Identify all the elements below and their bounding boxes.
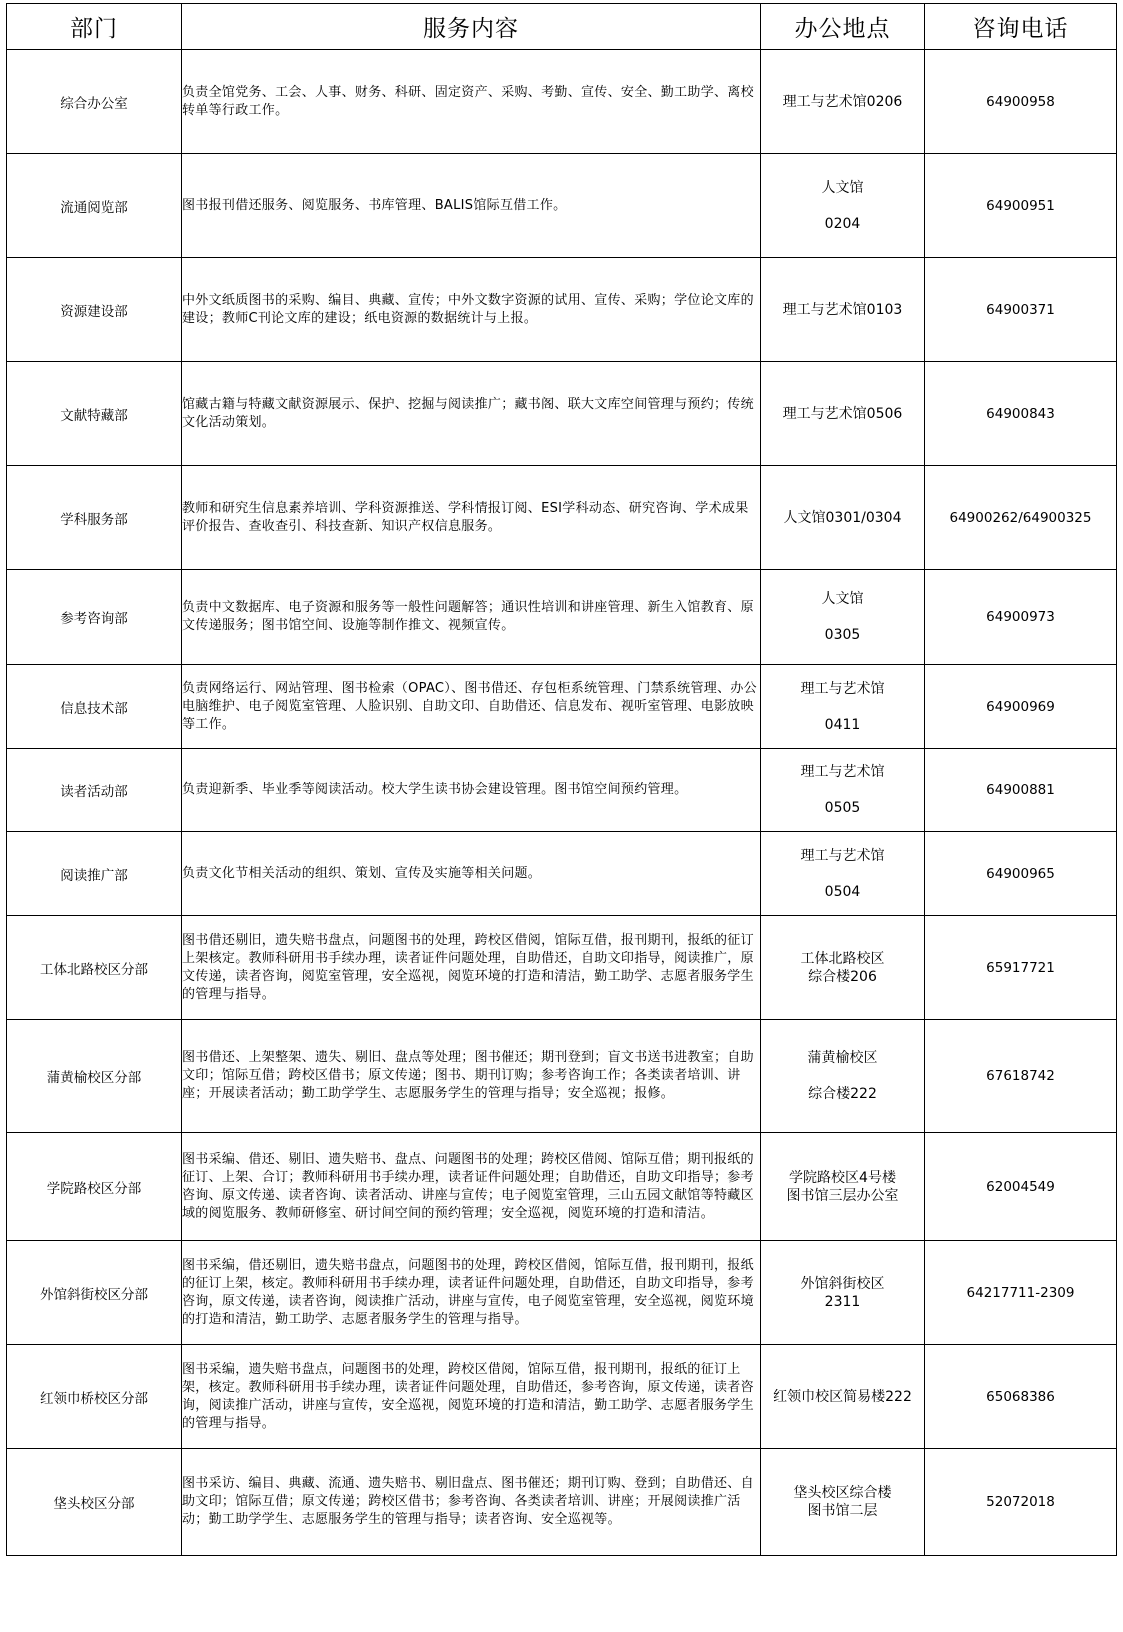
phone-number: 52072018 [925,1449,1117,1556]
service-content: 负责迎新季、毕业季等阅读活动。校大学生读书协会建设管理。图书馆空间预约管理。 [182,749,761,832]
location-line: 人文馆 [821,179,864,196]
header-row [7,4,1117,50]
location-line: 理工与艺术馆 [800,680,885,697]
department-name: 资源建设部 [7,258,182,362]
phone-number: 67618742 [925,1020,1117,1133]
table-row [7,154,1117,258]
office-location [761,258,925,362]
location-line: 理工与艺术馆0506 [782,405,903,422]
phone-number: 64900843 [925,362,1117,466]
location-line: 红领巾校区简易楼222 [773,1388,912,1405]
department-name: 文献特藏部 [7,362,182,466]
table-row [7,1241,1117,1345]
location-line: 0504 [824,883,861,900]
table-row [7,258,1117,362]
phone-number: 64900973 [925,570,1117,665]
department-name: 信息技术部 [7,665,182,749]
phone-number: 64900371 [925,258,1117,362]
office-location [761,1449,925,1556]
location-spacer [761,865,924,883]
location-line: 理工与艺术馆 [800,847,885,864]
service-content: 图书采编，借还剔旧，遗失赔书盘点，问题图书的处理，跨校区借阅，馆际互借，报刊期刊，报纸的征订上架，核定。教师科研用书手续办理，读者证件问题处理，自助借还，自助文印指导，参考咨询，原文传递，读者咨询，阅读推广活动，讲座与宣传，电子阅览室管理，安全巡视，阅览环境的打造和清洁，勤工助学、志愿者服务学生的管理与指导。 [182,1241,761,1345]
department-name: 外馆斜街校区分部 [7,1241,182,1345]
table-row [7,916,1117,1020]
department-name: 流通阅览部 [7,154,182,258]
service-content: 图书报刊借还服务、阅览服务、书库管理、BALIS馆际互借工作。 [182,154,761,258]
location-line: 图书馆二层 [807,1503,878,1519]
office-location [761,154,925,258]
office-location [761,749,925,832]
department-directory-table [6,3,1117,1556]
office-location [761,916,925,1020]
office-location [761,832,925,916]
department-name: 红领巾桥校区分部 [7,1345,182,1449]
service-content: 负责全馆党务、工会、人事、财务、科研、固定资产、采购、考勤、宣传、安全、勤工助学、离校转单等行政工作。 [182,50,761,154]
location-line: 综合楼222 [808,1086,877,1102]
location-line: 蒲黄榆校区 [807,1050,878,1066]
location-line: 0204 [824,215,861,232]
department-name: 工体北路校区分部 [7,916,182,1020]
service-content: 图书采编，遗失赔书盘点，问题图书的处理，跨校区借阅，馆际互借，报刊期刊，报纸的征订上架，核定。教师科研用书手续办理，读者证件问题处理，自助借还，参考咨询，原文传递，读者咨询，阅读推广活动，讲座与宣传，安全巡视，阅览环境的打造和清洁，勤工助学、志愿者服务学生的管理与指导。 [182,1345,761,1449]
department-name: 读者活动部 [7,749,182,832]
department-name: 阅读推广部 [7,832,182,916]
service-content: 负责中文数据库、电子资源和服务等一般性问题解答；通识性培训和讲座管理、新生入馆教育、原文传递服务；图书馆空间、设施等制作推文、视频宣传。 [182,570,761,665]
service-content: 图书采编、借还、剔旧、遗失赔书、盘点、问题图书的处理；跨校区借阅、馆际互借；期刊报纸的征订、上架、合订；教师科研用书手续办理，读者证件问题处理；自助借还，自助文印指导；参考咨询、原文传递、读者咨询、读者活动、讲座与宣传；电子阅览室管理，三山五园文献馆等特藏区域的阅览服务、教师研修室、研讨间空间的预约管理；安全巡视，阅览环境的打造和清洁。 [182,1133,761,1241]
phone-number: 64900969 [925,665,1117,749]
header-dept: 部门 [7,4,182,50]
service-content: 图书借还剔旧，遗失赔书盘点，问题图书的处理，跨校区借阅，馆际互借，报刊期刊，报纸的征订上架核定。教师科研用书手续办理，读者证件问题处理，自助借还，自助文印指导，阅读推广，原文传递，读者咨询，阅览室管理，安全巡视，阅览环境的打造和清洁，勤工助学、志愿者服务学生的管理与指导。 [182,916,761,1020]
table-body [7,50,1117,1556]
location-line: 2311 [824,1293,861,1310]
office-location [761,50,925,154]
location-line: 图书馆三层办公室 [786,1187,899,1204]
table-row [7,1020,1117,1133]
location-line: 学院路校区4号楼 [789,1169,896,1186]
header-phone: 咨询电话 [925,4,1117,50]
phone-number: 64217711-2309 [925,1241,1117,1345]
location-line: 0305 [824,627,861,643]
phone-number: 64900958 [925,50,1117,154]
office-location [761,1020,925,1133]
department-name: 蒲黄榆校区分部 [7,1020,182,1133]
phone-number: 64900965 [925,832,1117,916]
table-row [7,1345,1117,1449]
location-spacer [761,608,924,626]
service-content: 教师和研究生信息素养培训、学科资源推送、学科情报订阅、ESI学科动态、研究咨询、学术成果评价报告、查收查引、科技查新、知识产权信息服务。 [182,466,761,570]
table-row [7,1133,1117,1241]
table-row [7,665,1117,749]
service-content: 图书借还、上架整架、遗失、剔旧、盘点等处理；图书催还；期刊登到；盲文书送书进教室；自助文印；馆际互借；跨校区借书；原文传递；图书、期刊订购；参考咨询工作；各类读者培训、讲座；开展读者活动；勤工助学学生、志愿服务学生的管理与指导；安全巡视；报修。 [182,1020,761,1133]
phone-number: 64900881 [925,749,1117,832]
location-spacer [761,781,924,799]
location-line: 0505 [824,800,861,816]
header-service: 服务内容 [182,4,761,50]
location-line: 理工与艺术馆 [800,764,885,780]
phone-number: 64900951 [925,154,1117,258]
table-row [7,1449,1117,1556]
table-row [7,832,1117,916]
office-location [761,665,925,749]
service-content: 负责网络运行、网站管理、图书检索（OPAC）、图书借还、存包柜系统管理、门禁系统管理、办公电脑维护、电子阅览室管理、人脸识别、自助文印、自助借还、信息发布、视听室管理、电影放映等工作。 [182,665,761,749]
office-location [761,1133,925,1241]
service-content: 馆藏古籍与特藏文献资源展示、保护、挖掘与阅读推广；藏书阁、联大文库空间管理与预约；传统文化活动策划。 [182,362,761,466]
office-location [761,1241,925,1345]
office-location [761,362,925,466]
table-row [7,570,1117,665]
department-name: 参考咨询部 [7,570,182,665]
table-row [7,466,1117,570]
table-row [7,362,1117,466]
location-line: 0411 [824,716,861,733]
table-row [7,749,1117,832]
location-line: 外馆斜街校区 [800,1275,885,1292]
location-line: 工体北路校区 [800,950,885,967]
phone-number: 65917721 [925,916,1117,1020]
location-line: 人文馆0301/0304 [783,509,902,526]
header-location: 办公地点 [761,4,925,50]
service-content: 图书采访、编目、典藏、流通、遗失赔书、剔旧盘点、图书催还；期刊订购、登到；自助借还、自助文印；馆际互借；原文传递；跨校区借书；参考咨询、各类读者培训、讲座；开展阅读推广活动；勤工助学学生、志愿服务学生的管理与指导；读者咨询、安全巡视等。 [182,1449,761,1556]
phone-number: 62004549 [925,1133,1117,1241]
location-line: 垡头校区综合楼 [793,1485,892,1501]
location-spacer [761,1067,924,1085]
location-line: 理工与艺术馆0206 [782,93,903,110]
office-location [761,466,925,570]
location-line: 人文馆 [821,591,864,607]
service-content: 负责文化节相关活动的组织、策划、宣传及实施等相关问题。 [182,832,761,916]
department-name: 垡头校区分部 [7,1449,182,1556]
location-spacer [761,698,924,716]
phone-number: 64900262/64900325 [925,466,1117,570]
department-name: 学科服务部 [7,466,182,570]
service-content: 中外文纸质图书的采购、编目、典藏、宣传；中外文数字资源的试用、宣传、采购；学位论文库的建设；教师C刊论文库的建设；纸电资源的数据统计与上报。 [182,258,761,362]
table-row [7,50,1117,154]
location-line: 综合楼206 [808,968,877,985]
department-name: 学院路校区分部 [7,1133,182,1241]
phone-number: 65068386 [925,1345,1117,1449]
location-line: 理工与艺术馆0103 [782,301,903,318]
office-location [761,1345,925,1449]
office-location [761,570,925,665]
location-spacer [761,197,924,215]
table-header [7,4,1117,50]
department-name: 综合办公室 [7,50,182,154]
